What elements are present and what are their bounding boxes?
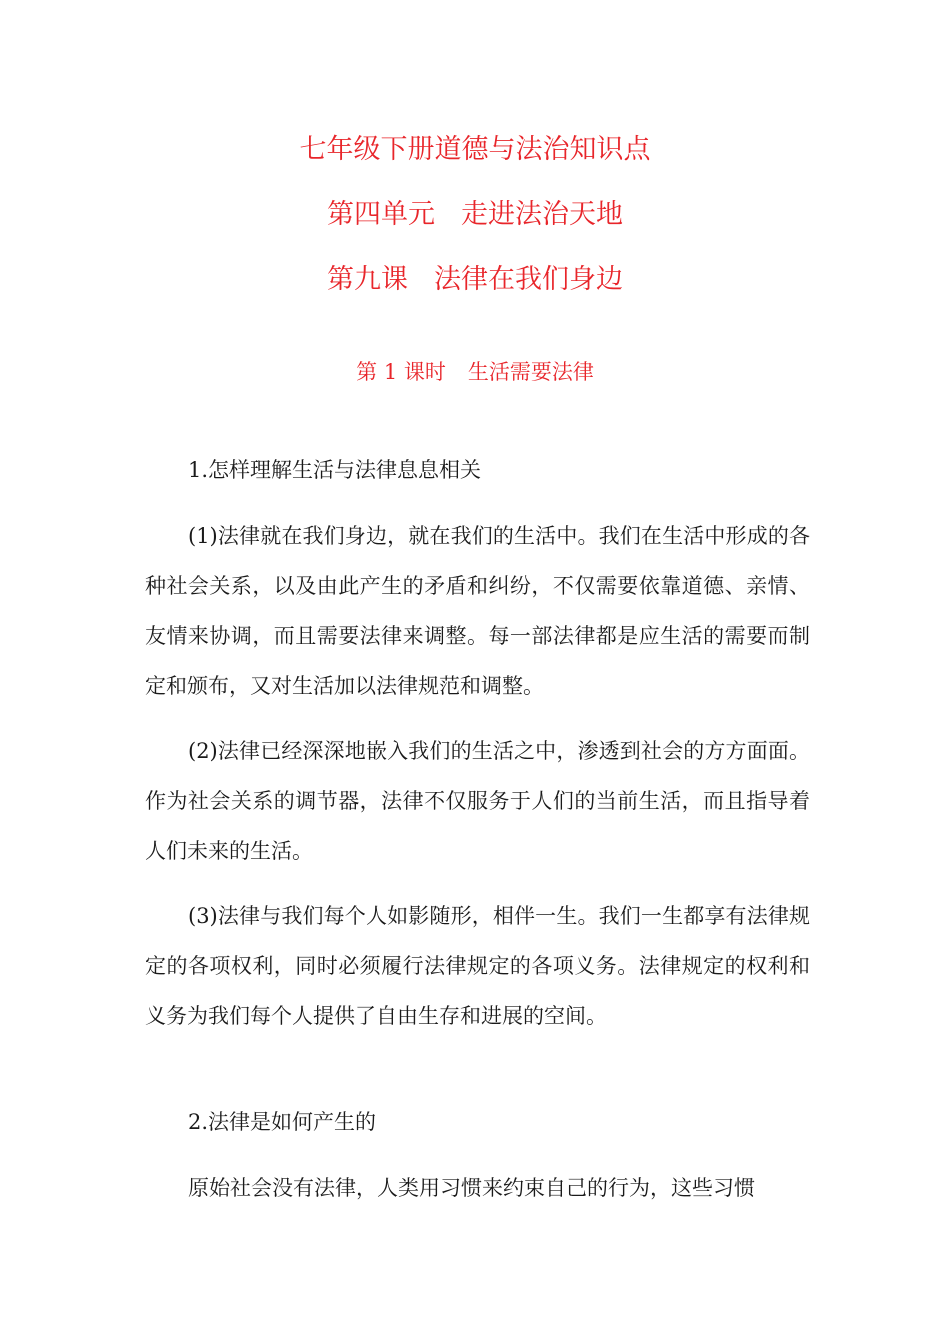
section-1-paragraph-3: (3)法律与我们每个人如影随形，相伴一生。我们一生都享有法律规定的各项权利，同时必须履行法律规定的各项义务。法律规定的权利和义务为我们每个人提供了自由生存和进展的空间。 xyxy=(145,904,810,1028)
document-title: 七年级下册道德与法治知识点 xyxy=(299,134,651,165)
unit-label: 第四单元 xyxy=(327,199,435,230)
section-2-heading: 2.法律是如何产生的 xyxy=(188,1110,377,1134)
period-title xyxy=(0,362,950,383)
lesson-name: 法律在我们身边 xyxy=(434,264,623,295)
period-name: 生活需要法律 xyxy=(467,360,594,384)
period-label: 第 1 课时 xyxy=(356,360,446,384)
section-1-heading: 1.怎样理解生活与法律息息相关 xyxy=(188,458,482,482)
lesson-label: 第九课 xyxy=(327,264,408,295)
lesson-title xyxy=(0,266,950,293)
unit-name: 走进法治天地 xyxy=(461,199,623,230)
section-2-paragraph-1: 原始社会没有法律，人类用习惯来约束自己的行为，这些习惯 xyxy=(188,1176,755,1200)
section-1-paragraph-1: (1)法律就在我们身边，就在我们的生活中。我们在生活中形成的各种社会关系，以及由此产生的矛盾和纠纷，不仅需要依靠道德、亲情、友情来协调，而且需要法律来调整。每一部法律都是应生活的需要而制定和颁布，又对生活加以法律规范和调整。 xyxy=(145,524,810,698)
unit-title xyxy=(0,201,950,228)
section-1-paragraph-2: (2)法律已经深深地嵌入我们的生活之中，渗透到社会的方方面面。作为社会关系的调节器，法律不仅服务于人们的当前生活，而且指导着人们未来的生活。 xyxy=(145,739,810,863)
